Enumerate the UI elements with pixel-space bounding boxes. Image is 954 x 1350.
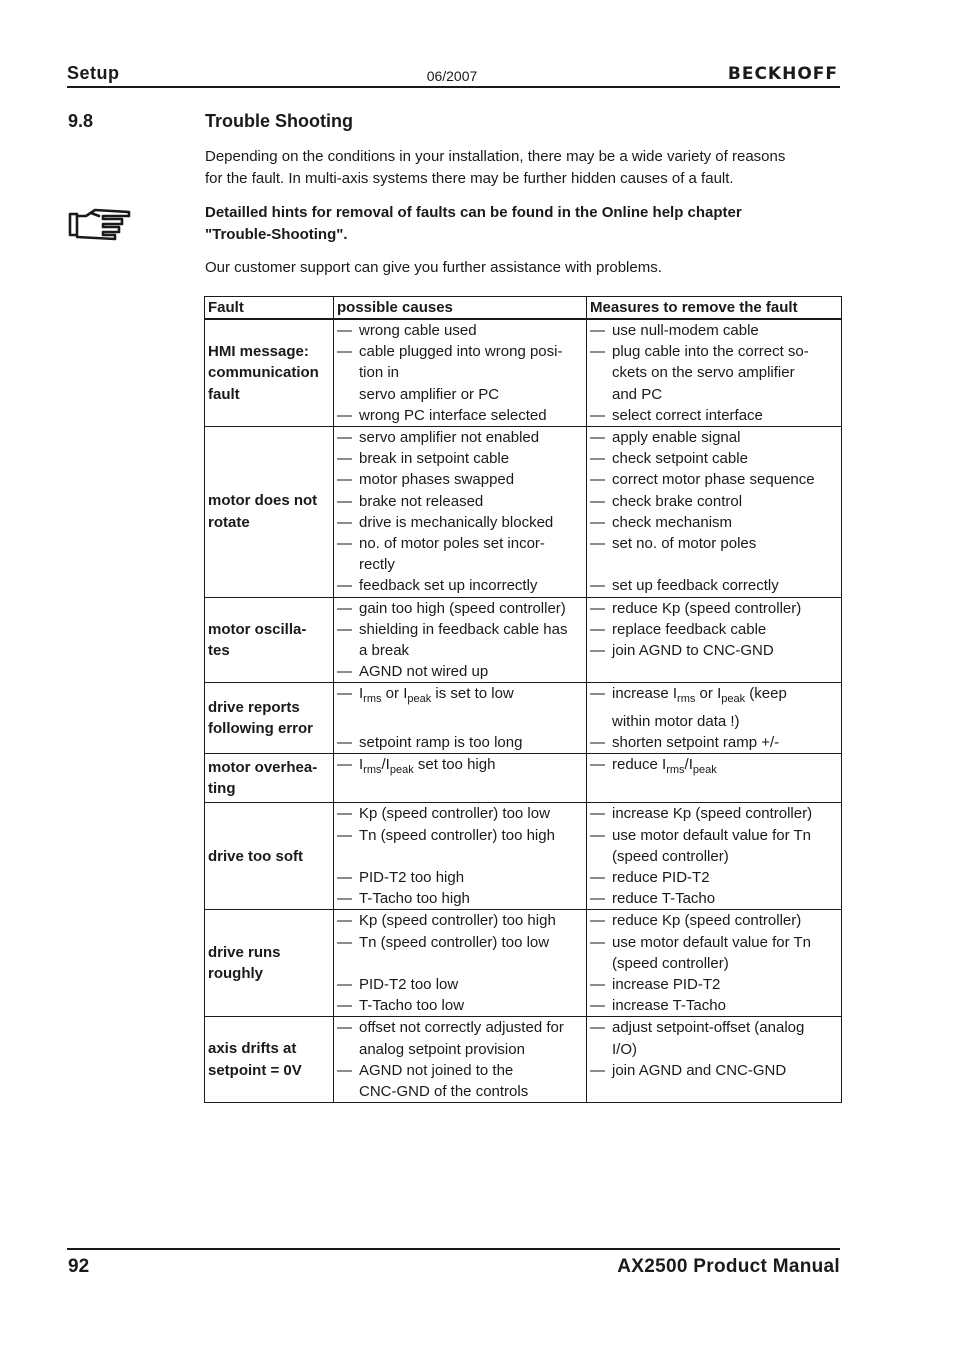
measure-line-text: set up feedback correctly bbox=[612, 577, 779, 595]
table-row bbox=[205, 427, 842, 598]
cause-line bbox=[337, 640, 586, 661]
measure-line bbox=[590, 683, 841, 710]
measure-line bbox=[590, 469, 841, 490]
cause-line bbox=[337, 512, 586, 533]
measure-line-text: check mechanism bbox=[612, 513, 733, 531]
bullet-dash bbox=[337, 846, 359, 867]
bullet-dash bbox=[590, 846, 612, 867]
cause-line-text: feedback set up incorrectly bbox=[359, 577, 538, 595]
measure-line-text: increase $I_{rms}$ or $I_{peak}$ (keep bbox=[612, 685, 787, 706]
measure-line-text: increase Kp (speed controller) bbox=[612, 805, 813, 823]
causes-cell bbox=[334, 910, 587, 1017]
bullet-dash: — bbox=[337, 577, 352, 595]
footer-rule bbox=[67, 1248, 840, 1250]
cause-line-text: T-Tacho too high bbox=[359, 890, 470, 908]
measure-line bbox=[590, 405, 841, 426]
fault-line: drive too soft bbox=[208, 847, 304, 865]
fault-line: tes bbox=[208, 642, 230, 660]
causes-cell bbox=[334, 427, 587, 598]
bullet-dash bbox=[590, 362, 612, 383]
cause-line-text: break in setpoint cable bbox=[359, 450, 510, 468]
bullet-dash: — bbox=[337, 933, 352, 951]
causes-cell bbox=[334, 754, 587, 803]
bullet-dash: — bbox=[337, 513, 352, 531]
fault-line: drive reports bbox=[208, 698, 300, 716]
fault-cell bbox=[205, 427, 334, 598]
measure-line bbox=[590, 711, 841, 732]
measure-line-text: join AGND to CNC-GND bbox=[612, 642, 774, 660]
measure-line-text: check setpoint cable bbox=[612, 450, 748, 468]
cause-line-text: Tn (speed controller) too high bbox=[359, 826, 555, 844]
running-header-date: 06/2007 bbox=[426, 68, 478, 84]
cause-line-text: no. of motor poles set incor- bbox=[359, 535, 545, 553]
measure-line-text: set no. of motor poles bbox=[612, 535, 757, 553]
measure-line bbox=[590, 341, 841, 362]
cause-line bbox=[337, 888, 586, 909]
bullet-dash: — bbox=[590, 890, 605, 908]
cause-line-text: $I_{rms}/I_{peak}$ set too high bbox=[359, 756, 496, 777]
bullet-dash: — bbox=[590, 322, 605, 339]
hint-line: Detailled hints for removal of faults can be found in the Online help chapter bbox=[205, 204, 742, 221]
bullet-dash: — bbox=[590, 997, 605, 1015]
cause-line bbox=[337, 448, 586, 469]
bullet-dash: — bbox=[590, 513, 605, 531]
measure-line bbox=[590, 448, 841, 469]
bullet-dash: — bbox=[337, 997, 352, 1015]
table-row bbox=[205, 754, 842, 803]
bullet-dash: — bbox=[590, 471, 605, 489]
fault-line: communication bbox=[208, 364, 319, 382]
bullet-dash: — bbox=[337, 471, 352, 489]
hint-text bbox=[205, 202, 840, 245]
measures-cell bbox=[587, 319, 842, 427]
cause-line-text: analog setpoint provision bbox=[359, 1040, 525, 1058]
cause-line-text: motor phases swapped bbox=[359, 471, 515, 489]
bullet-dash bbox=[590, 1081, 612, 1102]
cause-line bbox=[337, 320, 586, 341]
header-rule bbox=[67, 86, 840, 88]
cause-line bbox=[337, 932, 586, 953]
measure-line bbox=[590, 953, 841, 974]
fault-line: drive runs bbox=[208, 943, 281, 961]
cause-line bbox=[337, 1017, 586, 1038]
measure-line-text: reduce Kp (speed controller) bbox=[612, 599, 802, 617]
measure-line bbox=[590, 846, 841, 867]
cause-line bbox=[337, 732, 586, 753]
cause-line bbox=[337, 491, 586, 512]
bullet-dash bbox=[337, 640, 359, 661]
measure-line bbox=[590, 1017, 841, 1038]
bullet-dash: — bbox=[590, 429, 605, 447]
measure-line-text: within motor data !) bbox=[612, 712, 740, 730]
measure-line bbox=[590, 803, 841, 824]
bullet-dash: — bbox=[590, 620, 605, 638]
bullet-dash: — bbox=[590, 492, 605, 510]
bullet-dash bbox=[337, 781, 359, 802]
measure-line bbox=[590, 1039, 841, 1060]
bullet-dash: — bbox=[590, 733, 605, 751]
measure-line bbox=[590, 888, 841, 909]
bullet-dash: — bbox=[590, 756, 605, 774]
fault-cell bbox=[205, 910, 334, 1017]
table-row bbox=[205, 1017, 842, 1103]
cause-line-text: $I_{rms}$ or $I_{peak}$ is set to low bbox=[359, 685, 514, 706]
cause-line bbox=[337, 683, 586, 710]
measure-line bbox=[590, 640, 841, 661]
measure-line bbox=[590, 320, 841, 341]
cause-line bbox=[337, 533, 586, 554]
pointing-hand-icon bbox=[67, 205, 133, 241]
bullet-dash: — bbox=[590, 805, 605, 823]
bullet-dash: — bbox=[590, 976, 605, 994]
bullet-dash bbox=[590, 384, 612, 405]
measure-line bbox=[590, 384, 841, 405]
bullet-dash: — bbox=[337, 733, 352, 751]
cause-line bbox=[337, 711, 586, 732]
bullet-dash: — bbox=[590, 1019, 605, 1037]
bullet-dash bbox=[337, 711, 359, 732]
bullet-dash: — bbox=[337, 756, 352, 774]
measure-line bbox=[590, 1081, 841, 1102]
measure-line-text: select correct interface bbox=[612, 406, 763, 424]
measure-line bbox=[590, 781, 841, 802]
measure-line bbox=[590, 619, 841, 640]
cause-line-text: setpoint ramp is too long bbox=[359, 733, 523, 751]
measure-line-text: adjust setpoint-offset (analog bbox=[612, 1019, 805, 1037]
column-header-causes: possible causes bbox=[334, 297, 587, 320]
fault-line: rotate bbox=[208, 513, 250, 531]
page-number: 92 bbox=[68, 1256, 90, 1277]
cause-line-text: gain too high (speed controller) bbox=[359, 599, 566, 617]
measure-line-text bbox=[612, 1081, 841, 1102]
column-header-measures: Measures to remove the fault bbox=[587, 297, 842, 320]
cause-line-text: servo amplifier or PC bbox=[359, 385, 500, 403]
measure-line-text: reduce Kp (speed controller) bbox=[612, 912, 802, 930]
measure-line-text bbox=[612, 554, 841, 575]
measure-line-text: increase PID-T2 bbox=[612, 976, 721, 994]
cause-line bbox=[337, 575, 586, 596]
fault-cell bbox=[205, 683, 334, 754]
bullet-dash: — bbox=[337, 450, 352, 468]
cause-line-text: brake not released bbox=[359, 492, 484, 510]
table-row bbox=[205, 683, 842, 754]
fault-cell bbox=[205, 754, 334, 803]
bullet-dash bbox=[590, 554, 612, 575]
bullet-dash: — bbox=[590, 535, 605, 553]
measure-line-text: reduce PID-T2 bbox=[612, 869, 710, 887]
cause-line-text: offset not correctly adjusted for bbox=[359, 1019, 564, 1037]
measure-line-text: I/O) bbox=[612, 1040, 637, 1058]
measure-line-text: use motor default value for Tn bbox=[612, 826, 811, 844]
measure-line bbox=[590, 533, 841, 554]
measure-line-text bbox=[612, 781, 841, 802]
column-header-fault: Fault bbox=[205, 297, 334, 320]
measures-cell bbox=[587, 910, 842, 1017]
bullet-dash: — bbox=[337, 869, 352, 887]
measure-line-text: and PC bbox=[612, 385, 663, 403]
bullet-dash: — bbox=[337, 535, 352, 553]
bullet-dash: — bbox=[337, 429, 352, 447]
cause-line-text: PID-T2 too high bbox=[359, 869, 465, 887]
bullet-dash: — bbox=[590, 642, 605, 660]
measure-line bbox=[590, 554, 841, 575]
intro-paragraph bbox=[205, 146, 840, 189]
measure-line bbox=[590, 491, 841, 512]
manual-title: AX2500 Product Manual bbox=[617, 1256, 840, 1277]
bullet-dash: — bbox=[590, 869, 605, 887]
measure-line-text: increase T-Tacho bbox=[612, 997, 726, 1015]
measures-cell bbox=[587, 1017, 842, 1103]
cause-line bbox=[337, 554, 586, 575]
causes-cell bbox=[334, 319, 587, 427]
bullet-dash bbox=[337, 554, 359, 575]
bullet-dash bbox=[337, 362, 359, 383]
cause-line-text: a break bbox=[359, 642, 410, 660]
bullet-dash: — bbox=[337, 685, 352, 703]
measure-line bbox=[590, 867, 841, 888]
bullet-dash: — bbox=[337, 1019, 352, 1037]
fault-cell bbox=[205, 597, 334, 683]
bullet-dash bbox=[337, 1039, 359, 1060]
measure-line bbox=[590, 512, 841, 533]
cause-line-text: shielding in feedback cable has bbox=[359, 620, 568, 638]
measure-line bbox=[590, 732, 841, 753]
measure-line-text: join AGND and CNC-GND bbox=[612, 1061, 787, 1079]
bullet-dash: — bbox=[337, 890, 352, 908]
cause-line bbox=[337, 598, 586, 619]
brand-logo: BECKHOFF bbox=[727, 64, 838, 84]
bullet-dash: — bbox=[337, 663, 352, 681]
cause-line bbox=[337, 384, 586, 405]
table-row bbox=[205, 910, 842, 1017]
cause-line bbox=[337, 754, 586, 781]
bullet-dash: — bbox=[337, 826, 352, 844]
measure-line-text: use motor default value for Tn bbox=[612, 933, 811, 951]
measure-line bbox=[590, 1060, 841, 1081]
cause-line-text: servo amplifier not enabled bbox=[359, 429, 540, 447]
fault-line: fault bbox=[208, 385, 240, 403]
bullet-dash: — bbox=[337, 406, 352, 424]
measure-line bbox=[590, 754, 841, 781]
cause-line-text bbox=[359, 711, 586, 732]
cause-line bbox=[337, 1060, 586, 1081]
bullet-dash: — bbox=[337, 976, 352, 994]
cause-line bbox=[337, 846, 586, 867]
measure-line bbox=[590, 910, 841, 931]
bullet-dash: — bbox=[337, 343, 352, 361]
cause-line bbox=[337, 825, 586, 846]
bullet-dash: — bbox=[590, 685, 605, 703]
cause-line-text: wrong PC interface selected bbox=[359, 406, 547, 424]
intro-line: Depending on the conditions in your installation, there may be a wide variety of reasons bbox=[205, 148, 786, 165]
bullet-dash: — bbox=[337, 912, 352, 930]
cause-line bbox=[337, 910, 586, 931]
intro-line: for the fault. In multi-axis systems there may be further hidden causes of a fault. bbox=[205, 169, 734, 187]
fault-line: ting bbox=[208, 780, 236, 798]
measure-line-text: reduce T-Tacho bbox=[612, 890, 716, 908]
causes-cell bbox=[334, 683, 587, 754]
cause-line bbox=[337, 341, 586, 362]
cause-line bbox=[337, 781, 586, 802]
fault-cell bbox=[205, 803, 334, 910]
measure-line-text: (speed controller) bbox=[612, 847, 729, 865]
bullet-dash: — bbox=[590, 826, 605, 844]
cause-line-text: T-Tacho too low bbox=[359, 997, 465, 1015]
bullet-dash: — bbox=[337, 492, 352, 510]
fault-cell bbox=[205, 319, 334, 427]
cause-line-text bbox=[359, 953, 586, 974]
causes-cell bbox=[334, 1017, 587, 1103]
cause-line-text: AGND not joined to the bbox=[359, 1061, 514, 1079]
causes-cell bbox=[334, 597, 587, 683]
measures-cell bbox=[587, 427, 842, 598]
measure-line-text: (speed controller) bbox=[612, 954, 729, 972]
cause-line-text bbox=[359, 781, 586, 802]
hint-line: "Trouble-Shooting". bbox=[205, 225, 348, 243]
measure-line-text: reduce $I_{rms}/I_{peak}$ bbox=[612, 756, 717, 777]
cause-line-text: rectly bbox=[359, 556, 395, 574]
measure-line-text: check brake control bbox=[612, 492, 743, 510]
table-row bbox=[205, 319, 842, 427]
bullet-dash: — bbox=[337, 805, 352, 823]
causes-cell bbox=[334, 803, 587, 910]
table-row bbox=[205, 597, 842, 683]
cause-line bbox=[337, 405, 586, 426]
cause-line-text: PID-T2 too low bbox=[359, 976, 459, 994]
bullet-dash: — bbox=[590, 933, 605, 951]
cause-line bbox=[337, 619, 586, 640]
cause-line bbox=[337, 995, 586, 1016]
measure-line bbox=[590, 825, 841, 846]
cause-line bbox=[337, 362, 586, 383]
support-text: Our customer support can give you further assistance with problems. bbox=[205, 259, 662, 276]
measures-cell bbox=[587, 683, 842, 754]
bullet-dash: — bbox=[337, 620, 352, 638]
measure-line-text bbox=[612, 661, 841, 682]
cause-line bbox=[337, 953, 586, 974]
fault-line: following error bbox=[208, 720, 313, 738]
bullet-dash bbox=[337, 1081, 359, 1102]
bullet-dash: — bbox=[590, 450, 605, 468]
measures-cell bbox=[587, 754, 842, 803]
fault-line: axis drifts at bbox=[208, 1040, 297, 1058]
cause-line-text: AGND not wired up bbox=[359, 663, 489, 681]
bullet-dash: — bbox=[590, 599, 605, 617]
fault-line: HMI message: bbox=[208, 342, 309, 360]
cause-line bbox=[337, 974, 586, 995]
bullet-dash bbox=[590, 711, 612, 732]
measure-line bbox=[590, 995, 841, 1016]
cause-line-text: wrong cable used bbox=[359, 322, 477, 339]
bullet-dash: — bbox=[590, 912, 605, 930]
fault-line: motor overhea- bbox=[208, 758, 318, 776]
section-title: Trouble Shooting bbox=[205, 111, 353, 131]
bullet-dash bbox=[337, 384, 359, 405]
cause-line-text: drive is mechanically blocked bbox=[359, 513, 554, 531]
cause-line-text: Tn (speed controller) too low bbox=[359, 933, 550, 951]
cause-line-text: Kp (speed controller) too low bbox=[359, 805, 550, 823]
bullet-dash bbox=[590, 953, 612, 974]
cause-line bbox=[337, 661, 586, 682]
bullet-dash bbox=[337, 953, 359, 974]
bullet-dash: — bbox=[590, 343, 605, 361]
measure-line bbox=[590, 932, 841, 953]
fault-line: setpoint = 0V bbox=[208, 1061, 302, 1079]
bullet-dash: — bbox=[590, 1061, 605, 1079]
troubleshooting-table bbox=[204, 296, 842, 1103]
measure-line bbox=[590, 598, 841, 619]
cause-line bbox=[337, 1081, 586, 1102]
measure-line-text: ckets on the servo amplifier bbox=[612, 364, 795, 382]
cause-line-text: tion in bbox=[359, 364, 400, 382]
measures-cell bbox=[587, 803, 842, 910]
bullet-dash: — bbox=[337, 599, 352, 617]
measure-line-text: shorten setpoint ramp +/- bbox=[612, 733, 780, 751]
bullet-dash: — bbox=[337, 1061, 352, 1079]
fault-line: motor does not bbox=[208, 492, 318, 510]
cause-line bbox=[337, 867, 586, 888]
table-header-row bbox=[205, 297, 842, 320]
measure-line bbox=[590, 362, 841, 383]
bullet-dash bbox=[590, 661, 612, 682]
cause-line-text: CNC-GND of the controls bbox=[359, 1083, 529, 1101]
cause-line bbox=[337, 469, 586, 490]
fault-line: roughly bbox=[208, 965, 263, 983]
measure-line-text: use null-modem cable bbox=[612, 322, 759, 339]
table-row bbox=[205, 803, 842, 910]
measures-cell bbox=[587, 597, 842, 683]
measure-line-text: correct motor phase sequence bbox=[612, 471, 815, 489]
cause-line-text: cable plugged into wrong posi- bbox=[359, 343, 563, 361]
cause-line bbox=[337, 427, 586, 448]
fault-cell bbox=[205, 1017, 334, 1103]
measure-line-text: apply enable signal bbox=[612, 429, 741, 447]
section-number: 9.8 bbox=[68, 111, 94, 131]
cause-line-text: Kp (speed controller) too high bbox=[359, 912, 556, 930]
bullet-dash bbox=[590, 781, 612, 802]
bullet-dash bbox=[590, 1039, 612, 1060]
bullet-dash: — bbox=[590, 577, 605, 595]
measure-line bbox=[590, 974, 841, 995]
measure-line bbox=[590, 427, 841, 448]
fault-line: motor oscilla- bbox=[208, 620, 307, 638]
cause-line-text bbox=[359, 846, 586, 867]
cause-line bbox=[337, 1039, 586, 1060]
measure-line-text: replace feedback cable bbox=[612, 620, 767, 638]
measure-line-text: plug cable into the correct so- bbox=[612, 343, 809, 361]
bullet-dash: — bbox=[337, 322, 352, 339]
running-header-section: Setup bbox=[67, 63, 120, 83]
measure-line bbox=[590, 575, 841, 596]
bullet-dash: — bbox=[590, 406, 605, 424]
measure-line bbox=[590, 661, 841, 682]
cause-line bbox=[337, 803, 586, 824]
